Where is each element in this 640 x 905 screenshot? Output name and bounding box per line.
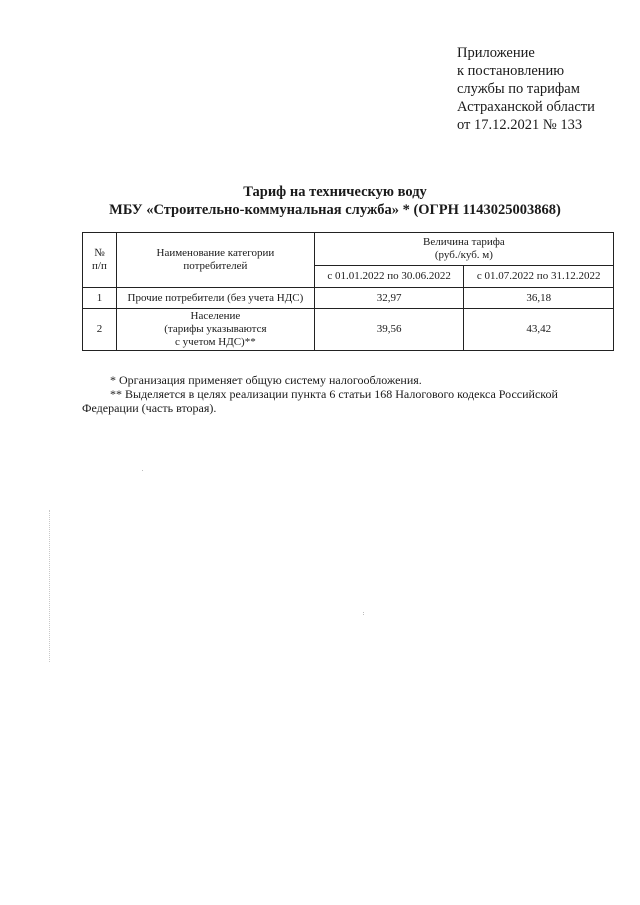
scan-artifact-dot <box>363 614 364 615</box>
row-category-line: (тарифы указываются <box>164 323 267 335</box>
row-value-period-2: 43,42 <box>464 309 614 351</box>
row-value-period-1: 32,97 <box>314 288 464 309</box>
scan-artifact-dot <box>363 612 364 613</box>
row-category-line: Прочие потребители (без учета НДС) <box>127 291 304 304</box>
footnote-2-line-1: ** Выделяется в целях реализации пункта 6 статьи 168 Налогового кодекса Российской <box>110 387 558 401</box>
header-tariff-value <box>314 233 613 266</box>
header-category-line: потребителей <box>183 260 248 272</box>
header-num-line: № <box>94 247 105 259</box>
table-header-row <box>83 233 614 266</box>
header-num <box>83 233 117 288</box>
table-row <box>83 288 614 309</box>
footnote-1: * Организация применяет общую систему налогообложения. <box>110 373 422 387</box>
scan-artifact-line <box>49 510 50 662</box>
row-value-period-1: 39,56 <box>314 309 464 351</box>
appendix-line: от 17.12.2021 № 133 <box>457 117 583 133</box>
footnotes <box>82 373 622 415</box>
appendix-line: к постановлению <box>457 63 565 79</box>
row-num: 1 <box>83 288 117 309</box>
footnote-2-line-2: Федерации (часть вторая). <box>82 401 217 415</box>
appendix-line: Приложение <box>457 45 535 61</box>
tariff-table <box>82 232 614 351</box>
row-category-line: Население <box>190 310 241 322</box>
header-category <box>116 233 314 288</box>
header-num-line: п/п <box>92 260 107 272</box>
scan-artifact-dot <box>142 470 143 471</box>
appendix-line: службы по тарифам <box>457 81 580 97</box>
title-line-1: Тариф на техническую воду <box>243 184 427 200</box>
row-num: 2 <box>83 309 117 351</box>
table-row <box>83 309 614 351</box>
row-category <box>116 309 314 351</box>
header-value-line: Величина тарифа <box>423 236 505 248</box>
row-category-line: с учетом НДС)** <box>175 336 256 348</box>
row-value-period-2: 36,18 <box>464 288 614 309</box>
appendix-header <box>457 44 632 134</box>
header-period-1: с 01.01.2022 по 30.06.2022 <box>314 266 464 288</box>
title-line-2: МБУ «Строительно-коммунальная служба» * (ОГРН 1143025003868) <box>109 202 561 218</box>
header-category-line: Наименование категории <box>156 247 275 259</box>
header-value-line: (руб./куб. м) <box>434 249 493 261</box>
document-title <box>0 183 640 219</box>
header-period-2: с 01.07.2022 по 31.12.2022 <box>464 266 614 288</box>
row-category <box>116 288 314 309</box>
appendix-line: Астраханской области <box>457 99 595 115</box>
